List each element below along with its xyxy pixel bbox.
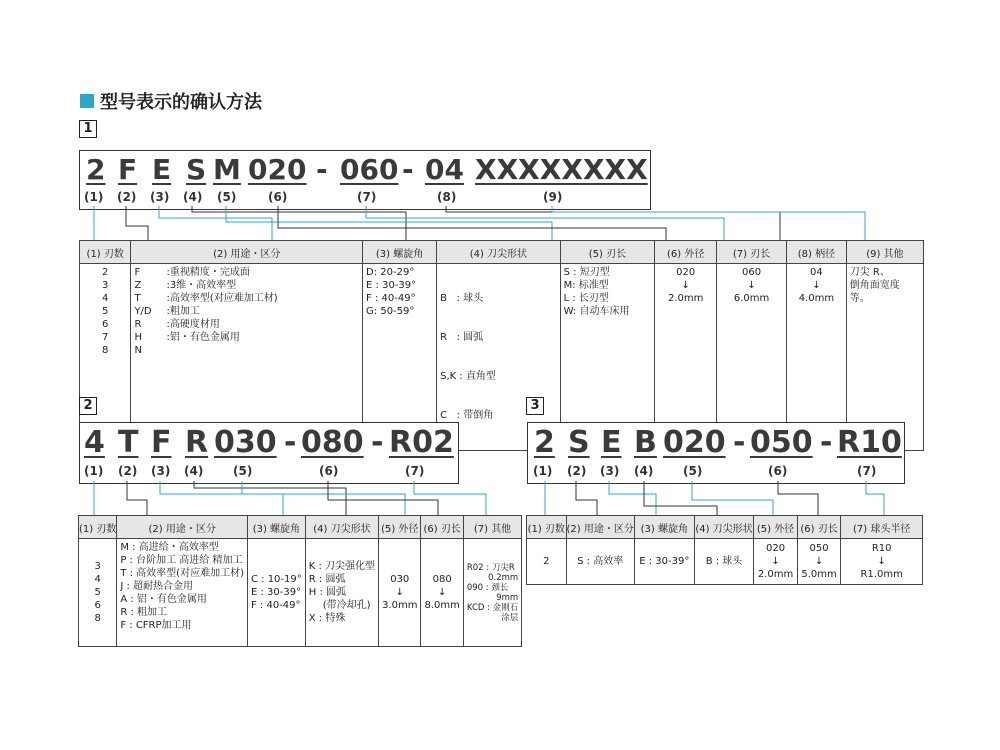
- code-1-index-2: (2): [117, 190, 137, 204]
- code-3-part-3: E: [601, 425, 622, 460]
- code-3-index-4: (4): [634, 464, 654, 478]
- t2-header-2: (2) 用途・区分: [117, 516, 248, 539]
- list-item: 020: [676, 267, 696, 278]
- code-3-index-1: (1): [533, 464, 553, 478]
- list-item: S : 短刃型: [563, 267, 610, 278]
- list-item: F : CFRP加工用: [120, 620, 192, 631]
- arrow-down-icon: ↓: [395, 587, 404, 598]
- t3-col-5: [754, 539, 798, 585]
- code-3-part-2: S: [568, 425, 590, 460]
- heading-square-icon: [80, 94, 94, 108]
- code-1-part-9: XXXXXXXX: [475, 153, 648, 186]
- list-item: J : 超耐热合金用: [120, 581, 194, 592]
- code-3-part-4: B: [634, 425, 657, 460]
- t3-header-3: (3) 螺旋角: [634, 516, 694, 539]
- t1-header-2: (2) 用途・区分: [131, 241, 363, 264]
- list-item: 等。: [849, 293, 870, 304]
- t2-col-6: [421, 539, 463, 647]
- list-item: K : 刀尖强化型: [308, 561, 376, 572]
- code-1-dash-1: -: [316, 153, 328, 186]
- list-item: :铝・有色金属用: [166, 332, 240, 343]
- t2-header-1: (1) 刃数: [79, 516, 117, 539]
- list-item: F : 40-49°: [366, 293, 416, 304]
- code-2-dash-2: -: [371, 425, 384, 460]
- t2-header-4: (4) 刀尖形状: [305, 516, 378, 539]
- arrow-down-icon: ↓: [877, 556, 886, 567]
- list-item: 7: [102, 332, 109, 343]
- list-item: M: 标准型: [563, 280, 609, 291]
- spec-table-2: [78, 515, 522, 647]
- code-1-index-7: (7): [357, 190, 377, 204]
- t1-header-1: (1) 刃数: [80, 241, 131, 264]
- t3-col-2: S : 高效率: [566, 539, 634, 585]
- list-item: 030: [390, 574, 410, 585]
- code-3-index-5: (5): [683, 464, 703, 478]
- list-item: :高效率型(对应难加工材): [166, 293, 278, 304]
- code-2-part-6: 080: [301, 425, 364, 460]
- list-item: 080: [432, 574, 452, 585]
- list-item: 3: [102, 280, 109, 291]
- code-3-index-2: (2): [567, 464, 587, 478]
- t1-header-7: (7) 刃长: [717, 241, 787, 264]
- code-1-dash-2: -: [402, 153, 414, 186]
- list-item: P : 台阶加工 高进给 精加工: [120, 555, 243, 566]
- list-item: 4: [102, 293, 109, 304]
- list-item: 4.0mm: [798, 293, 835, 304]
- list-item: 刀尖 R、: [849, 267, 890, 278]
- t1-header-9: (9) 其他: [846, 241, 923, 264]
- list-item: A : 铝・有色金属用: [120, 594, 207, 605]
- t3-header-7: (7) 球头半径: [841, 516, 923, 539]
- section-3-number: 3: [526, 397, 544, 415]
- arrow-down-icon: ↓: [747, 280, 756, 291]
- list-item: 6.0mm: [733, 293, 770, 304]
- arrow-down-icon: ↓: [812, 280, 821, 291]
- list-item: 8: [94, 613, 101, 624]
- code-2-part-5: 030: [214, 425, 277, 460]
- list-item: L : 长刃型: [563, 293, 609, 304]
- list-item: 涂层: [501, 612, 519, 623]
- t2-col-3: [247, 539, 305, 647]
- section-2-number: 2: [79, 397, 97, 415]
- list-item: T : 高效率型(对应难加工材): [120, 568, 244, 579]
- list-item: H: [134, 332, 142, 343]
- list-item: C : 带倒角: [440, 410, 494, 421]
- list-item: 8.0mm: [424, 600, 460, 611]
- list-item: 6: [102, 319, 109, 330]
- code-3-part-6: 050: [750, 425, 813, 460]
- list-item: 8: [102, 345, 109, 356]
- code-1-part-3: E: [152, 153, 172, 186]
- list-item: R1.0mm: [860, 569, 903, 580]
- code-1-index-8: (8): [437, 190, 457, 204]
- t2-header-7: (7) 其他: [463, 516, 521, 539]
- code-2-part-7: R02: [389, 425, 454, 460]
- code-2-index-3: (3): [151, 464, 171, 478]
- t3-col-3: E : 30-39°: [634, 539, 694, 585]
- list-item: M : 高进给・高效率型: [120, 542, 219, 553]
- list-item: W: 自动车床用: [563, 306, 630, 317]
- list-item: 090 : 颈长: [466, 582, 509, 593]
- code-1-part-8: 04: [425, 153, 464, 186]
- list-item: X : 特殊: [308, 613, 346, 624]
- list-item: 050: [809, 543, 829, 554]
- list-item: KCD : 金刚石: [466, 602, 519, 613]
- code-1-part-7: 060: [340, 153, 399, 186]
- spec-table-1: [79, 240, 924, 451]
- code-2-index-6: (6): [319, 464, 339, 478]
- list-item: 9mm: [496, 592, 519, 603]
- code-1-index-9: (9): [543, 190, 563, 204]
- list-item: 04: [810, 267, 823, 278]
- t2-col-1: [79, 539, 117, 647]
- t2-header-5: (5) 外径: [379, 516, 421, 539]
- list-item: 020: [765, 543, 786, 554]
- t3-col-7: [841, 539, 923, 585]
- code-3-index-6: (6): [768, 464, 788, 478]
- list-item: D: 20-29°: [366, 267, 415, 278]
- list-item: 5.0mm: [801, 569, 837, 580]
- code-3-part-1: 2: [534, 425, 555, 460]
- code-1-index-4: (4): [183, 190, 203, 204]
- code-1-part-2: F: [118, 153, 138, 186]
- list-item: :高硬度材用: [166, 319, 220, 330]
- code-3-index-7: (7): [857, 464, 877, 478]
- code-2-index-5: (5): [233, 464, 253, 478]
- t3-col-6: [797, 539, 841, 585]
- list-item: Y/D: [134, 306, 152, 317]
- list-item: Z: [134, 280, 142, 291]
- code-1-part-4: S: [186, 153, 207, 186]
- code-1-part-1: 2: [86, 153, 106, 186]
- t1-header-8: (8) 柄径: [787, 241, 847, 264]
- code-3-dash-1: -: [733, 425, 746, 460]
- list-item: 倒角面宽度: [849, 280, 900, 291]
- code-2-part-3: F: [151, 425, 172, 460]
- code-2-part-4: R: [185, 425, 209, 460]
- t3-header-6: (6) 刃长: [797, 516, 841, 539]
- list-item: G: 50-59°: [366, 306, 415, 317]
- t2-col-4: [305, 539, 378, 647]
- list-item: 2: [102, 267, 109, 278]
- t1-header-3: (3) 螺旋角: [363, 241, 437, 264]
- list-item: B : 球头: [440, 293, 484, 304]
- list-item: 4: [94, 574, 101, 585]
- list-item: H : 圆弧: [308, 587, 347, 598]
- list-item: S,K : 直角型: [440, 371, 496, 382]
- code-2-part-2: T: [118, 425, 139, 460]
- list-item: R02 : 刀尖R: [466, 562, 515, 573]
- t1-header-4: (4) 刀尖形状: [437, 241, 561, 264]
- list-item: T: [134, 293, 141, 304]
- code-2-index-4: (4): [184, 464, 204, 478]
- t1-header-6: (6) 外径: [655, 241, 717, 264]
- list-item: (带冷却孔): [322, 600, 371, 611]
- list-item: 3: [94, 561, 101, 572]
- list-item: R : 圆弧: [440, 332, 484, 343]
- list-item: F: [134, 267, 141, 278]
- t3-header-2: (2) 用途・区分: [566, 516, 634, 539]
- list-item: 2.0mm: [757, 569, 794, 580]
- list-item: 6: [94, 600, 101, 611]
- list-item: R : 粗加工: [120, 607, 168, 618]
- arrow-down-icon: ↓: [681, 280, 690, 291]
- page-title: 型号表示的确认方法: [100, 92, 262, 113]
- arrow-down-icon: ↓: [814, 556, 824, 567]
- list-item: :粗加工: [166, 306, 200, 317]
- t2-col-7: [463, 539, 521, 647]
- list-item: R : 圆弧: [308, 574, 346, 585]
- code-1-index-1: (1): [84, 190, 104, 204]
- arrow-down-icon: ↓: [437, 587, 447, 598]
- list-item: 060: [742, 267, 762, 278]
- code-3-part-7: R10: [837, 425, 902, 460]
- list-item: 5: [94, 587, 101, 598]
- code-2-index-7: (7): [405, 464, 425, 478]
- list-item: :重视精度・完成面: [166, 267, 250, 278]
- arrow-down-icon: ↓: [771, 556, 780, 567]
- list-item: 3.0mm: [382, 600, 418, 611]
- section-1-number: 1: [79, 120, 97, 138]
- code-1-index-3: (3): [150, 190, 170, 204]
- list-item: R: [134, 319, 142, 330]
- list-item: 5: [102, 306, 109, 317]
- list-item: 0.2mm: [488, 572, 519, 583]
- list-item: :3维・高效率型: [166, 280, 237, 291]
- t3-header-5: (5) 外径: [754, 516, 798, 539]
- list-item: N: [134, 345, 142, 356]
- code-3-dash-2: -: [820, 425, 833, 460]
- t2-col-2: [117, 539, 248, 647]
- list-item: F : 40-49°: [250, 600, 301, 611]
- list-item: R10: [871, 543, 892, 554]
- t2-header-6: (6) 刃长: [421, 516, 463, 539]
- t3-col-4: B : 球头: [694, 539, 754, 585]
- code-2-part-1: 4: [84, 425, 105, 460]
- code-1-part-5: M: [213, 153, 241, 186]
- code-2-dash-1: -: [284, 425, 297, 460]
- spec-table-3: [526, 515, 923, 585]
- t3-header-1: (1) 刃数: [527, 516, 567, 539]
- code-1-index-6: (6): [268, 190, 288, 204]
- t1-header-5: (5) 刃长: [560, 241, 655, 264]
- list-item: E : 30-39°: [366, 280, 417, 291]
- code-3-index-3: (3): [600, 464, 620, 478]
- t2-header-3: (3) 螺旋角: [247, 516, 305, 539]
- section-heading: [80, 88, 262, 114]
- code-1-index-5: (5): [217, 190, 237, 204]
- list-item: 2.0mm: [667, 293, 704, 304]
- list-item: E : 30-39°: [250, 587, 302, 598]
- code-1-part-6: 020: [248, 153, 307, 186]
- code-2-index-2: (2): [118, 464, 138, 478]
- t3-col-1: 2: [527, 539, 567, 585]
- t2-col-5: [379, 539, 421, 647]
- code-2-index-1: (1): [84, 464, 104, 478]
- code-3-part-5: 020: [663, 425, 726, 460]
- t3-header-4: (4) 刀尖形状: [694, 516, 754, 539]
- list-item: C : 10-19°: [250, 574, 302, 585]
